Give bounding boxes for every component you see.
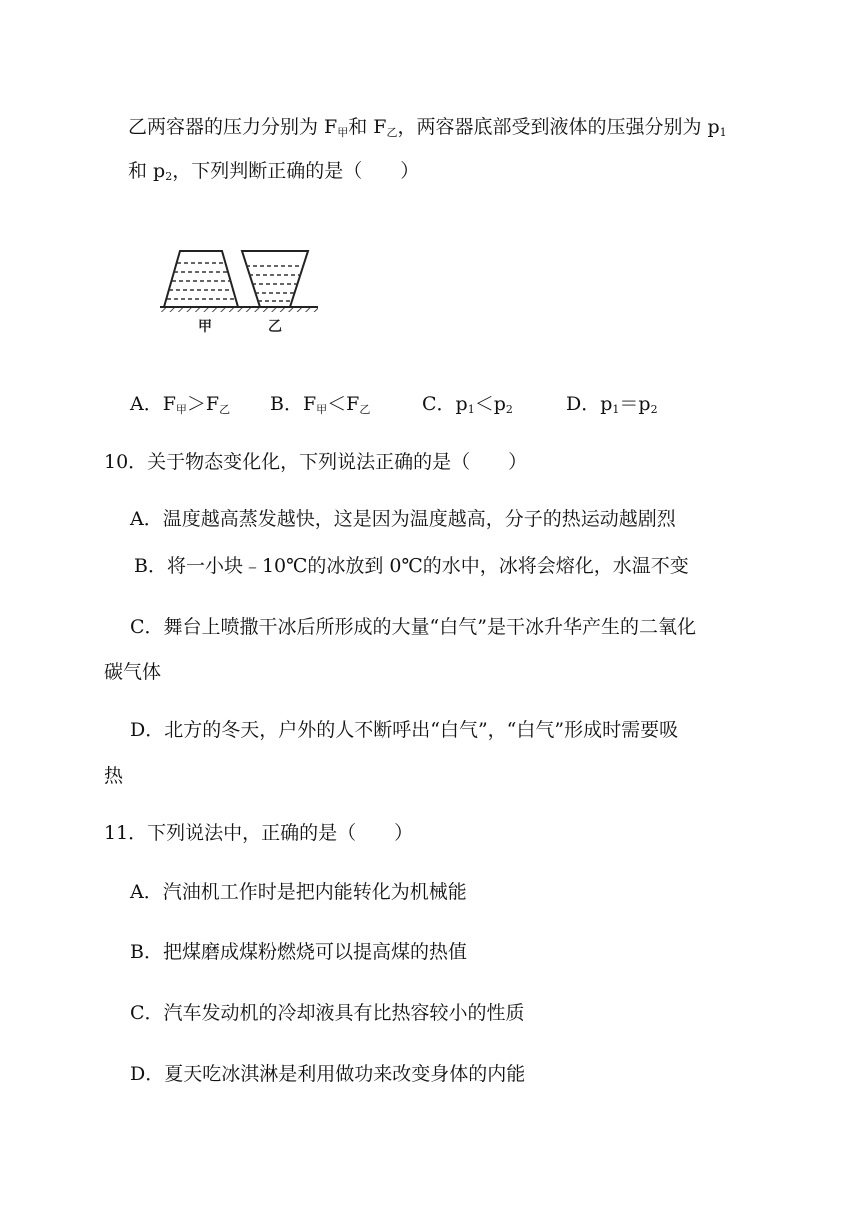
- q9-option-b-text2: ＜F: [327, 393, 360, 415]
- q9-option-d-text2: ＝p: [619, 393, 651, 415]
- q9-option-a-sub2: 乙: [219, 403, 231, 416]
- q9-line2-text-b: ，下列判断正确的是（ ）: [172, 160, 420, 182]
- q10-option-b: B．将一小块﹣10℃的冰放到 0℃的水中，冰将会熔化，水温不变: [134, 555, 689, 577]
- q9-line1-text-a: 乙两容器的压力分别为 F: [128, 116, 338, 138]
- q9-line1-text-b: 和 F: [348, 116, 387, 138]
- figure-label-jia: 甲: [198, 319, 212, 335]
- q10-option-d-line2: 热: [104, 765, 124, 787]
- q10-option-c-line2: 碳气体: [104, 661, 162, 683]
- q9-line2-sub-2: 2: [165, 170, 173, 183]
- q9-option-b-sub1: 甲: [316, 403, 328, 416]
- q11-option-c: C．汽车发动机的冷却液具有比热容较小的性质: [130, 1002, 525, 1024]
- q9-line1-text-c: ，两容器底部受到液体的压强分别为 p: [397, 116, 720, 138]
- q9-option-d-sub2: 2: [650, 403, 658, 416]
- q9-container-figure: [160, 245, 320, 340]
- q9-option-a-text2: ＞F: [186, 393, 220, 415]
- q9-stem-line1: [128, 115, 727, 145]
- ground-hatch: [160, 307, 318, 312]
- q11-option-b: B．把煤磨成煤粉燃烧可以提高煤的热值: [130, 941, 467, 963]
- container-yi: [242, 251, 308, 307]
- q11-stem: 11．下列说法中，正确的是（ ）: [104, 822, 414, 844]
- container-jia: [164, 251, 238, 307]
- q9-option-d: [566, 392, 658, 422]
- q9-stem-line2: [128, 159, 419, 189]
- q10-option-c-line1: C．舞台上喷撒干冰后所形成的大量“白气”是干冰升华产生的二氧化: [130, 616, 696, 638]
- q11-option-a: A．汽油机工作时是把内能转化为机械能: [130, 881, 467, 903]
- q9-line1-sub-jia: 甲: [337, 126, 349, 139]
- q9-option-d-text1: D．p: [566, 393, 613, 415]
- q9-option-c-sub2: 2: [505, 403, 513, 416]
- q9-option-c-text1: C．p: [422, 393, 468, 415]
- q9-option-b-text1: B．F: [270, 393, 317, 415]
- q9-option-c-sub1: 1: [467, 403, 475, 416]
- q9-option-c: [422, 392, 513, 422]
- q9-option-a-text1: A．F: [130, 393, 176, 415]
- q9-option-a-sub1: 甲: [175, 403, 187, 416]
- q10-stem: 10．关于物态变化化，下列说法正确的是（ ）: [104, 451, 528, 473]
- q11-option-d: D．夏天吃冰淇淋是利用做功来改变身体的内能: [130, 1063, 526, 1085]
- q9-option-a: [130, 392, 230, 422]
- q10-option-d-line1: D．北方的冬天，户外的人不断呼出“白气”，“白气”形成时需要吸: [130, 719, 679, 741]
- q9-line1-sub-1: 1: [719, 126, 727, 139]
- figure-label-yi: 乙: [268, 319, 282, 335]
- q9-line2-text-a: 和 p: [128, 160, 166, 182]
- q9-option-d-sub1: 1: [612, 403, 620, 416]
- q9-option-c-text2: ＜p: [474, 393, 506, 415]
- q9-option-b-sub2: 乙: [359, 403, 371, 416]
- q9-line1-sub-yi: 乙: [386, 126, 398, 139]
- q10-option-a: A．温度越高蒸发越快，这是因为温度越高，分子的热运动越剧烈: [130, 508, 676, 530]
- q9-option-b: [270, 392, 370, 422]
